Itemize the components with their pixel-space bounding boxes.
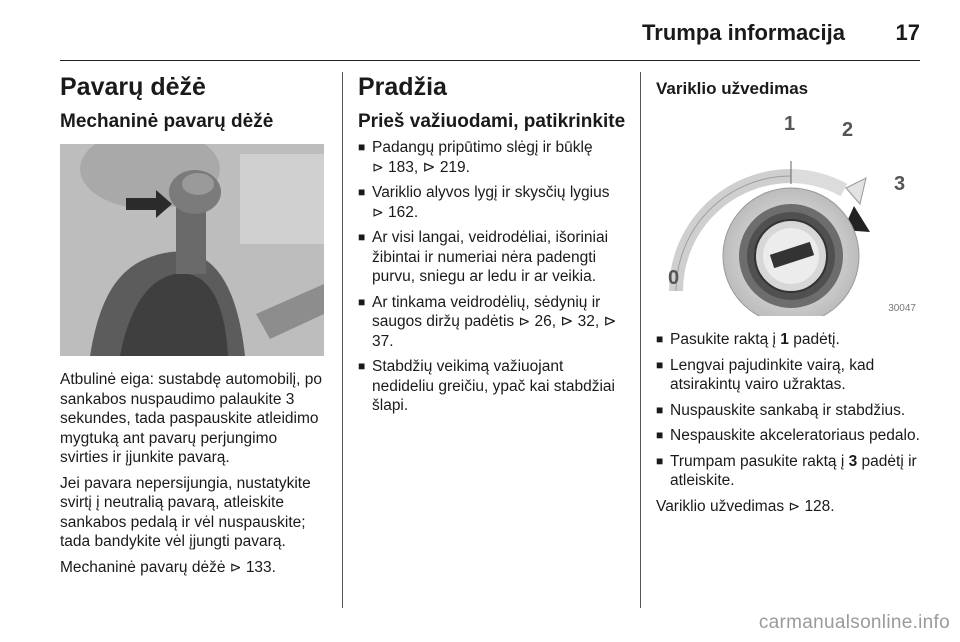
bullet-icon: ■ [358,230,366,244]
paragraph-neutral: Jei pavara nepersijungia, nustatykite svirtį į neutralią pavarą, atleiskite sankabos pedalą ir vėl nuspauskite; tada bandykite vėl įjungti pavarą. [60,474,311,550]
label-3: 3 [894,173,906,195]
section-heading-engine-start: Variklio užvedimas [656,79,809,98]
column-start [358,72,628,422]
list-item: ■ Lengvai pajudinkite vairą, kad atsirakintų vairo užraktas. [656,356,875,393]
header-title: Trumpa informacija [642,20,845,45]
list-item: ■ Pasukite raktą į 1 padėtį. [656,331,840,348]
ignition-diagram [656,106,920,316]
watermark: carmanualsonline.info [758,612,950,633]
column-gearbox [60,72,326,583]
section-heading-start: Pradžia [358,73,447,101]
page-header [60,14,920,61]
label-1: 1 [784,113,796,135]
reference-engine-start: Variklio užvedimas ⊳ 128. [656,497,835,515]
gear-lever-photo [60,144,324,356]
column-engine-start [656,72,926,522]
subheading-manual-gearbox: Mechaninė pavarų dėžė [60,111,274,132]
label-2: 2 [842,119,854,141]
bullet-icon: ■ [358,294,366,309]
figure-number: 30047 [888,303,916,314]
page-ref-icon: ⊳ [788,497,801,514]
reference-manual-gearbox: Mechaninė pavarų dėžė ⊳ 133. [60,558,276,576]
bullet-icon: ■ [358,185,366,199]
page-ref-icon: ⊳ [372,158,384,175]
bullet-icon: ■ [656,428,664,442]
bullet-icon: ■ [656,402,664,417]
page-ref-icon: ⊳ [518,313,531,329]
checklist [358,138,628,416]
list-item: ■ Ar tinkama veidrodėlių, sėdynių ir saugos diržų padėtis ⊳ 26, ⊳ 32, ⊳ 37. [358,293,617,350]
subheading-before-driving: Prieš važiuodami, patikrinkite [358,111,626,132]
column-divider [342,72,343,608]
list-item: ■ Stabdžių veikimą važiuojant nedideliu greičiu, ypač kai stabdžiai šlapi. [358,358,615,414]
paragraph-reverse: Atbulinė eiga: sustabdę automobilį, po sankabos nuspaudimo palaukite 3 sekundes, tada paspauskite atleidimo mygtuką ant pavarų perjungimo svirties ir įjunkite pavarą. [60,371,322,466]
reference-page: 128. [804,497,835,515]
bullet-icon: ■ [656,453,664,468]
list-item: ■ Variklio alyvos lygį ir skysčių lygius ⊳ 162. [358,184,610,221]
bullet-icon: ■ [656,357,664,372]
list-item: ■ Padangų pripūtimo slėgį ir būklę ⊳ 183, ⊳ 219. [358,139,593,176]
list-item: ■ Ar visi langai, veidrodėliai, išoriniai žibintai ir numeriai nėra padengti purvu, sniegu ar ledu ir ar veikia. [358,229,609,285]
list-item: ■ Trumpam pasukite raktą į 3 padėtį ir atleiskite. [656,452,917,489]
bullet-icon: ■ [656,332,664,346]
reference-page: 133. [245,558,276,576]
page-ref-icon: ⊳ [229,558,242,575]
label-0: 0 [668,267,680,289]
column-divider [640,72,641,608]
bullet-icon: ■ [358,140,366,154]
bullet-icon: ■ [358,359,366,373]
page-ref-icon: ⊳ [372,203,384,220]
engine-start-steps [656,330,926,491]
list-item: ■ Nuspauskite sankabą ir stabdžius. [656,401,906,419]
page-number: 17 [895,20,920,45]
section-heading-gearbox: Pavarų dėžė [60,73,206,101]
list-item: ■ Nespauskite akceleratoriaus pedalo. [656,427,920,444]
